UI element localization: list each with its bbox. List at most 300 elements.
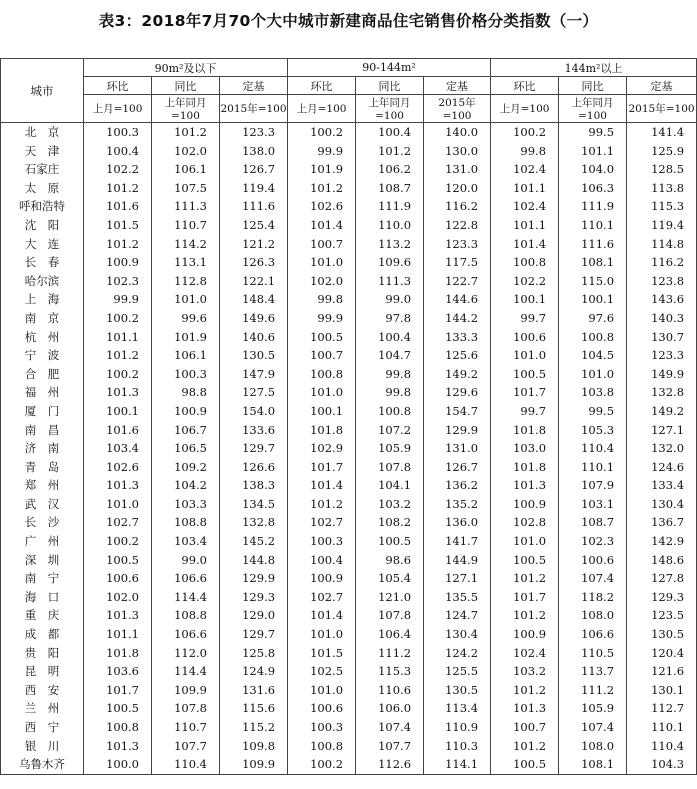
city-cell: 成 都 bbox=[1, 625, 84, 644]
index-value-cell: 100.4 bbox=[288, 551, 356, 570]
index-value-cell: 141.4 bbox=[627, 123, 697, 142]
index-value-cell: 125.6 bbox=[424, 346, 491, 365]
index-value-cell: 101.2 bbox=[84, 235, 152, 254]
index-value-cell: 127.1 bbox=[627, 421, 697, 440]
index-value-cell: 101.2 bbox=[84, 346, 152, 365]
index-value-cell: 136.7 bbox=[627, 513, 697, 532]
index-value-cell: 107.8 bbox=[152, 699, 220, 718]
city-cell: 杭 州 bbox=[1, 328, 84, 347]
index-value-cell: 102.4 bbox=[491, 160, 559, 179]
index-value-cell: 135.5 bbox=[424, 588, 491, 607]
table-row bbox=[1, 699, 697, 718]
index-value-cell: 106.6 bbox=[152, 569, 220, 588]
index-value-cell: 100.3 bbox=[288, 718, 356, 737]
index-value-cell: 101.4 bbox=[491, 235, 559, 254]
table-row bbox=[1, 272, 697, 291]
index-value-cell: 100.6 bbox=[559, 551, 627, 570]
index-value-cell: 133.3 bbox=[424, 328, 491, 347]
index-value-cell: 154.7 bbox=[424, 402, 491, 421]
index-value-cell: 101.7 bbox=[491, 383, 559, 402]
index-value-cell: 148.6 bbox=[627, 551, 697, 570]
index-value-cell: 132.8 bbox=[220, 513, 288, 532]
city-cell: 西 安 bbox=[1, 681, 84, 700]
city-cell: 乌鲁木齐 bbox=[1, 755, 84, 774]
index-value-cell: 103.6 bbox=[84, 662, 152, 681]
index-value-cell: 149.2 bbox=[627, 402, 697, 421]
index-value-cell: 112.0 bbox=[152, 644, 220, 663]
index-value-cell: 101.0 bbox=[288, 681, 356, 700]
index-value-cell: 102.2 bbox=[491, 272, 559, 291]
index-value-cell: 97.6 bbox=[559, 309, 627, 328]
index-value-cell: 103.8 bbox=[559, 383, 627, 402]
index-value-cell: 100.3 bbox=[288, 532, 356, 551]
index-value-cell: 115.3 bbox=[356, 662, 424, 681]
index-value-cell: 108.8 bbox=[152, 606, 220, 625]
index-value-cell: 99.6 bbox=[152, 309, 220, 328]
index-value-cell: 144.9 bbox=[424, 551, 491, 570]
index-value-cell: 100.6 bbox=[84, 569, 152, 588]
index-value-cell: 108.7 bbox=[356, 179, 424, 198]
index-value-cell: 101.0 bbox=[288, 253, 356, 272]
index-value-cell: 102.0 bbox=[84, 588, 152, 607]
index-value-cell: 101.2 bbox=[356, 142, 424, 161]
index-value-cell: 106.5 bbox=[152, 439, 220, 458]
index-value-cell: 101.2 bbox=[491, 737, 559, 756]
index-value-cell: 114.4 bbox=[152, 588, 220, 607]
index-value-cell: 102.8 bbox=[491, 513, 559, 532]
table-row bbox=[1, 718, 697, 737]
index-value-cell: 112.8 bbox=[152, 272, 220, 291]
city-cell: 昆 明 bbox=[1, 662, 84, 681]
city-cell: 西 宁 bbox=[1, 718, 84, 737]
index-value-cell: 110.9 bbox=[424, 718, 491, 737]
index-value-cell: 116.2 bbox=[424, 197, 491, 216]
index-value-cell: 101.0 bbox=[84, 495, 152, 514]
price-index-table bbox=[0, 58, 697, 775]
index-value-cell: 100.7 bbox=[288, 346, 356, 365]
table-row bbox=[1, 421, 697, 440]
index-value-cell: 113.8 bbox=[627, 179, 697, 198]
index-value-cell: 100.2 bbox=[491, 123, 559, 142]
index-value-cell: 104.3 bbox=[627, 755, 697, 774]
index-value-cell: 100.1 bbox=[491, 290, 559, 309]
index-value-cell: 113.2 bbox=[356, 235, 424, 254]
table-row bbox=[1, 606, 697, 625]
index-value-cell: 140.3 bbox=[627, 309, 697, 328]
index-value-cell: 100.8 bbox=[356, 402, 424, 421]
index-value-cell: 103.4 bbox=[152, 532, 220, 551]
index-value-cell: 144.2 bbox=[424, 309, 491, 328]
index-value-cell: 101.0 bbox=[288, 625, 356, 644]
city-cell: 南 京 bbox=[1, 309, 84, 328]
table-row bbox=[1, 569, 697, 588]
index-value-cell: 107.7 bbox=[356, 737, 424, 756]
index-value-cell: 107.8 bbox=[356, 606, 424, 625]
index-value-cell: 106.3 bbox=[559, 179, 627, 198]
index-value-cell: 101.1 bbox=[491, 216, 559, 235]
index-value-cell: 129.0 bbox=[220, 606, 288, 625]
index-value-cell: 103.3 bbox=[152, 495, 220, 514]
index-value-cell: 149.6 bbox=[220, 309, 288, 328]
index-value-cell: 107.4 bbox=[559, 569, 627, 588]
table-row bbox=[1, 216, 697, 235]
index-value-cell: 129.3 bbox=[627, 588, 697, 607]
index-value-cell: 108.7 bbox=[559, 513, 627, 532]
city-cell: 兰 州 bbox=[1, 699, 84, 718]
index-value-cell: 140.0 bbox=[424, 123, 491, 142]
city-cell: 南 昌 bbox=[1, 421, 84, 440]
city-cell: 哈尔滨 bbox=[1, 272, 84, 291]
index-value-cell: 99.7 bbox=[491, 402, 559, 421]
index-value-cell: 149.9 bbox=[627, 365, 697, 384]
table-row bbox=[1, 681, 697, 700]
index-value-cell: 107.8 bbox=[356, 458, 424, 477]
index-value-cell: 120.4 bbox=[627, 644, 697, 663]
index-value-cell: 101.8 bbox=[491, 421, 559, 440]
index-value-cell: 102.2 bbox=[84, 160, 152, 179]
index-value-cell: 101.0 bbox=[288, 383, 356, 402]
index-value-cell: 112.6 bbox=[356, 755, 424, 774]
index-value-cell: 100.5 bbox=[356, 532, 424, 551]
index-value-cell: 110.5 bbox=[559, 644, 627, 663]
index-value-cell: 110.4 bbox=[152, 755, 220, 774]
base-header: 2015年=100 bbox=[424, 95, 491, 123]
index-value-cell: 100.8 bbox=[559, 328, 627, 347]
index-value-cell: 119.4 bbox=[220, 179, 288, 198]
index-value-cell: 115.2 bbox=[220, 718, 288, 737]
city-cell: 长 春 bbox=[1, 253, 84, 272]
index-value-cell: 110.3 bbox=[424, 737, 491, 756]
index-value-cell: 135.2 bbox=[424, 495, 491, 514]
index-value-cell: 129.7 bbox=[220, 625, 288, 644]
index-value-cell: 102.6 bbox=[288, 197, 356, 216]
index-value-cell: 101.6 bbox=[84, 197, 152, 216]
index-value-cell: 100.4 bbox=[356, 328, 424, 347]
index-value-cell: 104.5 bbox=[559, 346, 627, 365]
index-value-cell: 110.1 bbox=[627, 718, 697, 737]
index-value-cell: 130.5 bbox=[220, 346, 288, 365]
index-value-cell: 136.0 bbox=[424, 513, 491, 532]
index-value-cell: 124.9 bbox=[220, 662, 288, 681]
index-value-cell: 101.3 bbox=[491, 476, 559, 495]
index-value-cell: 100.6 bbox=[288, 699, 356, 718]
index-value-cell: 101.3 bbox=[491, 699, 559, 718]
index-value-cell: 100.2 bbox=[84, 532, 152, 551]
page-title: 表3：2018年7月70个大中城市新建商品住宅销售价格分类指数（一） bbox=[98, 12, 599, 30]
index-value-cell: 144.6 bbox=[424, 290, 491, 309]
index-value-cell: 129.7 bbox=[220, 439, 288, 458]
index-value-cell: 110.6 bbox=[356, 681, 424, 700]
group-header: 90-144m² bbox=[288, 59, 491, 77]
index-value-cell: 100.5 bbox=[288, 328, 356, 347]
base-header: 上年同月=100 bbox=[559, 95, 627, 123]
base-header: 上月=100 bbox=[84, 95, 152, 123]
table-row bbox=[1, 588, 697, 607]
sub-header: 同比 bbox=[356, 77, 424, 95]
index-value-cell: 101.4 bbox=[288, 476, 356, 495]
index-value-cell: 108.2 bbox=[356, 513, 424, 532]
city-cell: 武 汉 bbox=[1, 495, 84, 514]
index-value-cell: 110.4 bbox=[627, 737, 697, 756]
index-value-cell: 98.6 bbox=[356, 551, 424, 570]
city-cell: 长 沙 bbox=[1, 513, 84, 532]
index-value-cell: 100.9 bbox=[491, 495, 559, 514]
index-value-cell: 125.4 bbox=[220, 216, 288, 235]
index-value-cell: 101.1 bbox=[491, 179, 559, 198]
index-value-cell: 104.0 bbox=[559, 160, 627, 179]
index-value-cell: 100.1 bbox=[559, 290, 627, 309]
table-row bbox=[1, 532, 697, 551]
table-body bbox=[1, 123, 697, 775]
index-value-cell: 102.9 bbox=[288, 439, 356, 458]
base-header: 上年同月=100 bbox=[152, 95, 220, 123]
index-value-cell: 124.7 bbox=[424, 606, 491, 625]
index-value-cell: 100.2 bbox=[84, 365, 152, 384]
index-value-cell: 136.2 bbox=[424, 476, 491, 495]
index-value-cell: 111.6 bbox=[220, 197, 288, 216]
index-value-cell: 110.1 bbox=[559, 216, 627, 235]
index-value-cell: 100.5 bbox=[84, 551, 152, 570]
city-cell: 贵 阳 bbox=[1, 644, 84, 663]
index-value-cell: 123.3 bbox=[627, 346, 697, 365]
index-value-cell: 130.5 bbox=[627, 625, 697, 644]
index-value-cell: 102.7 bbox=[288, 588, 356, 607]
index-value-cell: 100.7 bbox=[491, 718, 559, 737]
city-cell: 太 原 bbox=[1, 179, 84, 198]
index-value-cell: 144.8 bbox=[220, 551, 288, 570]
index-value-cell: 103.1 bbox=[559, 495, 627, 514]
index-value-cell: 109.8 bbox=[220, 737, 288, 756]
index-value-cell: 130.5 bbox=[424, 681, 491, 700]
index-value-cell: 110.7 bbox=[152, 216, 220, 235]
index-value-cell: 120.0 bbox=[424, 179, 491, 198]
index-value-cell: 99.8 bbox=[356, 383, 424, 402]
index-value-cell: 130.0 bbox=[424, 142, 491, 161]
index-value-cell: 100.6 bbox=[491, 328, 559, 347]
index-value-cell: 106.0 bbox=[356, 699, 424, 718]
index-value-cell: 100.5 bbox=[84, 699, 152, 718]
index-value-cell: 101.5 bbox=[84, 216, 152, 235]
index-value-cell: 123.3 bbox=[220, 123, 288, 142]
index-value-cell: 115.3 bbox=[627, 197, 697, 216]
index-value-cell: 106.1 bbox=[152, 346, 220, 365]
index-value-cell: 99.9 bbox=[84, 290, 152, 309]
city-cell: 上 海 bbox=[1, 290, 84, 309]
index-value-cell: 130.7 bbox=[627, 328, 697, 347]
index-value-cell: 110.0 bbox=[356, 216, 424, 235]
index-value-cell: 101.4 bbox=[288, 216, 356, 235]
group-header: 90m²及以下 bbox=[84, 59, 288, 77]
index-value-cell: 106.2 bbox=[356, 160, 424, 179]
table-row bbox=[1, 346, 697, 365]
index-value-cell: 126.7 bbox=[220, 160, 288, 179]
index-value-cell: 102.6 bbox=[84, 458, 152, 477]
index-value-cell: 100.9 bbox=[491, 625, 559, 644]
index-value-cell: 102.4 bbox=[491, 197, 559, 216]
index-value-cell: 127.5 bbox=[220, 383, 288, 402]
index-value-cell: 100.5 bbox=[491, 551, 559, 570]
index-value-cell: 126.3 bbox=[220, 253, 288, 272]
index-value-cell: 114.4 bbox=[152, 662, 220, 681]
index-value-cell: 107.5 bbox=[152, 179, 220, 198]
table-row bbox=[1, 197, 697, 216]
index-value-cell: 130.1 bbox=[627, 681, 697, 700]
index-value-cell: 103.0 bbox=[491, 439, 559, 458]
table-row bbox=[1, 513, 697, 532]
index-value-cell: 105.4 bbox=[356, 569, 424, 588]
index-value-cell: 100.8 bbox=[288, 737, 356, 756]
index-value-cell: 101.3 bbox=[84, 383, 152, 402]
index-value-cell: 113.1 bbox=[152, 253, 220, 272]
index-value-cell: 138.0 bbox=[220, 142, 288, 161]
index-value-cell: 102.7 bbox=[288, 513, 356, 532]
index-value-cell: 101.1 bbox=[559, 142, 627, 161]
index-value-cell: 127.8 bbox=[627, 569, 697, 588]
index-value-cell: 101.1 bbox=[84, 625, 152, 644]
index-value-cell: 145.2 bbox=[220, 532, 288, 551]
index-value-cell: 101.2 bbox=[491, 606, 559, 625]
index-value-cell: 122.1 bbox=[220, 272, 288, 291]
table-row bbox=[1, 253, 697, 272]
index-value-cell: 119.4 bbox=[627, 216, 697, 235]
index-value-cell: 101.1 bbox=[84, 328, 152, 347]
index-value-cell: 105.3 bbox=[559, 421, 627, 440]
index-value-cell: 124.2 bbox=[424, 644, 491, 663]
index-value-cell: 108.1 bbox=[559, 755, 627, 774]
index-value-cell: 101.0 bbox=[491, 532, 559, 551]
index-value-cell: 101.2 bbox=[288, 495, 356, 514]
city-cell: 天 津 bbox=[1, 142, 84, 161]
city-cell: 济 南 bbox=[1, 439, 84, 458]
index-value-cell: 109.9 bbox=[152, 681, 220, 700]
index-value-cell: 99.8 bbox=[491, 142, 559, 161]
index-value-cell: 100.9 bbox=[152, 402, 220, 421]
index-value-cell: 111.3 bbox=[152, 197, 220, 216]
table-row bbox=[1, 290, 697, 309]
index-value-cell: 102.4 bbox=[491, 644, 559, 663]
index-value-cell: 101.9 bbox=[152, 328, 220, 347]
table-row bbox=[1, 235, 697, 254]
sub-header: 同比 bbox=[152, 77, 220, 95]
index-value-cell: 121.6 bbox=[627, 662, 697, 681]
city-column-header: 城市 bbox=[1, 59, 84, 123]
index-value-cell: 110.1 bbox=[559, 458, 627, 477]
index-value-cell: 129.3 bbox=[220, 588, 288, 607]
city-cell: 南 宁 bbox=[1, 569, 84, 588]
city-cell: 呼和浩特 bbox=[1, 197, 84, 216]
index-value-cell: 141.7 bbox=[424, 532, 491, 551]
index-value-cell: 122.8 bbox=[424, 216, 491, 235]
index-value-cell: 101.0 bbox=[152, 290, 220, 309]
index-value-cell: 101.3 bbox=[84, 606, 152, 625]
sub-header: 定基 bbox=[424, 77, 491, 95]
index-value-cell: 101.6 bbox=[84, 421, 152, 440]
table-row bbox=[1, 551, 697, 570]
index-value-cell: 140.6 bbox=[220, 328, 288, 347]
index-value-cell: 107.7 bbox=[152, 737, 220, 756]
index-value-cell: 99.7 bbox=[491, 309, 559, 328]
table-row bbox=[1, 179, 697, 198]
index-value-cell: 100.3 bbox=[152, 365, 220, 384]
index-value-cell: 134.5 bbox=[220, 495, 288, 514]
index-value-cell: 106.6 bbox=[152, 625, 220, 644]
city-cell: 宁 波 bbox=[1, 346, 84, 365]
index-value-cell: 115.6 bbox=[220, 699, 288, 718]
index-value-cell: 111.9 bbox=[559, 197, 627, 216]
index-value-cell: 104.2 bbox=[152, 476, 220, 495]
index-value-cell: 100.8 bbox=[491, 253, 559, 272]
index-value-cell: 123.8 bbox=[627, 272, 697, 291]
index-value-cell: 132.0 bbox=[627, 439, 697, 458]
index-value-cell: 100.5 bbox=[491, 755, 559, 774]
index-value-cell: 147.9 bbox=[220, 365, 288, 384]
table-row bbox=[1, 383, 697, 402]
index-value-cell: 100.7 bbox=[288, 235, 356, 254]
index-value-cell: 113.4 bbox=[424, 699, 491, 718]
index-value-cell: 101.0 bbox=[559, 365, 627, 384]
index-value-cell: 133.6 bbox=[220, 421, 288, 440]
sub-header: 定基 bbox=[220, 77, 288, 95]
index-value-cell: 122.7 bbox=[424, 272, 491, 291]
table-row bbox=[1, 365, 697, 384]
index-value-cell: 100.3 bbox=[84, 123, 152, 142]
index-value-cell: 103.2 bbox=[356, 495, 424, 514]
base-header: 上月=100 bbox=[288, 95, 356, 123]
city-cell: 石家庄 bbox=[1, 160, 84, 179]
index-value-cell: 108.8 bbox=[152, 513, 220, 532]
index-value-cell: 125.8 bbox=[220, 644, 288, 663]
index-value-cell: 100.9 bbox=[288, 569, 356, 588]
index-value-cell: 99.8 bbox=[288, 290, 356, 309]
index-value-cell: 114.8 bbox=[627, 235, 697, 254]
index-value-cell: 121.0 bbox=[356, 588, 424, 607]
index-value-cell: 101.7 bbox=[288, 458, 356, 477]
index-value-cell: 107.2 bbox=[356, 421, 424, 440]
index-value-cell: 100.8 bbox=[288, 365, 356, 384]
index-value-cell: 99.0 bbox=[356, 290, 424, 309]
index-value-cell: 115.0 bbox=[559, 272, 627, 291]
index-value-cell: 102.5 bbox=[288, 662, 356, 681]
index-value-cell: 154.0 bbox=[220, 402, 288, 421]
index-value-cell: 129.6 bbox=[424, 383, 491, 402]
index-value-cell: 101.0 bbox=[491, 346, 559, 365]
city-cell: 深 圳 bbox=[1, 551, 84, 570]
index-value-cell: 104.7 bbox=[356, 346, 424, 365]
index-value-cell: 101.4 bbox=[288, 606, 356, 625]
index-value-cell: 107.9 bbox=[559, 476, 627, 495]
index-value-cell: 109.9 bbox=[220, 755, 288, 774]
table-row bbox=[1, 160, 697, 179]
index-value-cell: 117.5 bbox=[424, 253, 491, 272]
index-value-cell: 114.1 bbox=[424, 755, 491, 774]
index-value-cell: 121.2 bbox=[220, 235, 288, 254]
index-value-cell: 103.2 bbox=[491, 662, 559, 681]
index-value-cell: 126.6 bbox=[220, 458, 288, 477]
index-value-cell: 102.0 bbox=[152, 142, 220, 161]
index-value-cell: 105.9 bbox=[559, 699, 627, 718]
index-value-cell: 142.9 bbox=[627, 532, 697, 551]
index-value-cell: 101.2 bbox=[288, 179, 356, 198]
index-value-cell: 99.8 bbox=[356, 365, 424, 384]
index-value-cell: 129.9 bbox=[424, 421, 491, 440]
city-cell: 银 川 bbox=[1, 737, 84, 756]
index-value-cell: 102.7 bbox=[84, 513, 152, 532]
city-cell: 海 口 bbox=[1, 588, 84, 607]
index-value-cell: 101.8 bbox=[84, 644, 152, 663]
index-value-cell: 99.5 bbox=[559, 402, 627, 421]
index-value-cell: 101.7 bbox=[491, 588, 559, 607]
index-value-cell: 108.1 bbox=[559, 253, 627, 272]
